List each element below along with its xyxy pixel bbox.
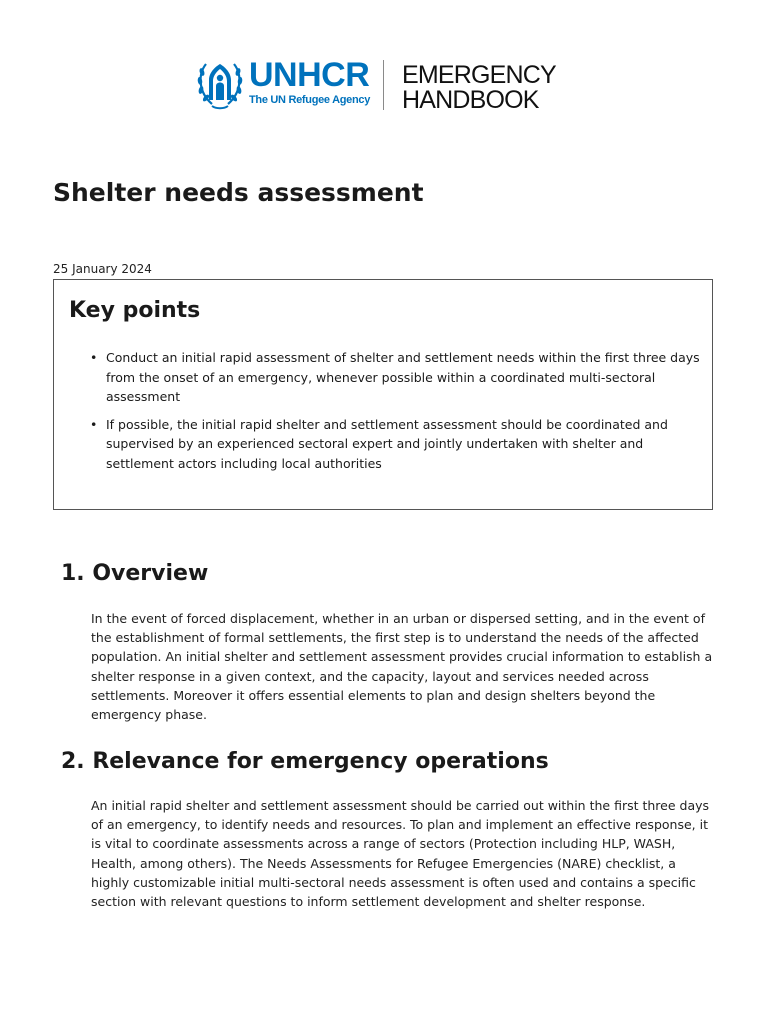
publication-title-line-2: HANDBOOK — [402, 86, 539, 114]
key-points-box — [53, 279, 713, 510]
list-item — [90, 415, 700, 474]
section-heading-relevance: 2. Relevance for emergency operations — [61, 749, 549, 774]
org-tagline: The UN Refugee Agency — [249, 94, 371, 106]
logo-divider — [383, 60, 384, 110]
section-body-relevance: An initial rapid shelter and settlement assessment should be carried out within the first three days of an emergency, to identify needs and resources. To plan and implement an effective response, it is vital to coordinate assessments across a range of sectors (Protection including HLP, WASH, Health, among others). The Needs Assessments for Refugee Emergencies (NARE) checklist, a highly customizable initial multi-sectoral needs assessment is often used and contains a specific section with relevant questions to inform settlement development and shelter response. — [91, 798, 710, 910]
key-points-list — [90, 348, 700, 481]
page-title: Shelter needs assessment — [53, 178, 424, 207]
key-point-text: Conduct an initial rapid assessment of shelter and settlement needs within the first three days from the onset of an emergency, whenever possible within a coordinated multi-sectoral assessment — [106, 350, 700, 404]
list-item — [90, 348, 700, 407]
section-body-overview: In the event of forced displacement, whether in an urban or dispersed setting, and in the event of the establishment of formal settlements, the first step is to understand the needs of the affected population. An initial shelter and settlement assessment provides crucial information to establish a shelter response in a given context, and the capacity, layout and services needed across settlements. Moreover it offers essential elements to plan and design shelters beyond the emergency phase. — [91, 611, 713, 723]
bullet-icon: • — [90, 350, 98, 365]
publication-title-line-1: EMERGENCY — [402, 61, 556, 89]
unhcr-laurel-emblem-icon — [196, 58, 244, 110]
bullet-icon: • — [90, 416, 98, 432]
section-heading-overview: 1. Overview — [61, 561, 209, 586]
key-point-text: If possible, the initial rapid shelter and settlement assessment should be coordinated and supervised by an experienced sectoral expert and jointly undertaken with shelter and settlement actors including local authorities — [106, 416, 668, 471]
key-points-title: Key points — [69, 298, 201, 323]
publish-date: 25 January 2024 — [53, 262, 152, 276]
page-header — [0, 54, 768, 118]
org-wordmark: UNHCR — [249, 56, 370, 94]
